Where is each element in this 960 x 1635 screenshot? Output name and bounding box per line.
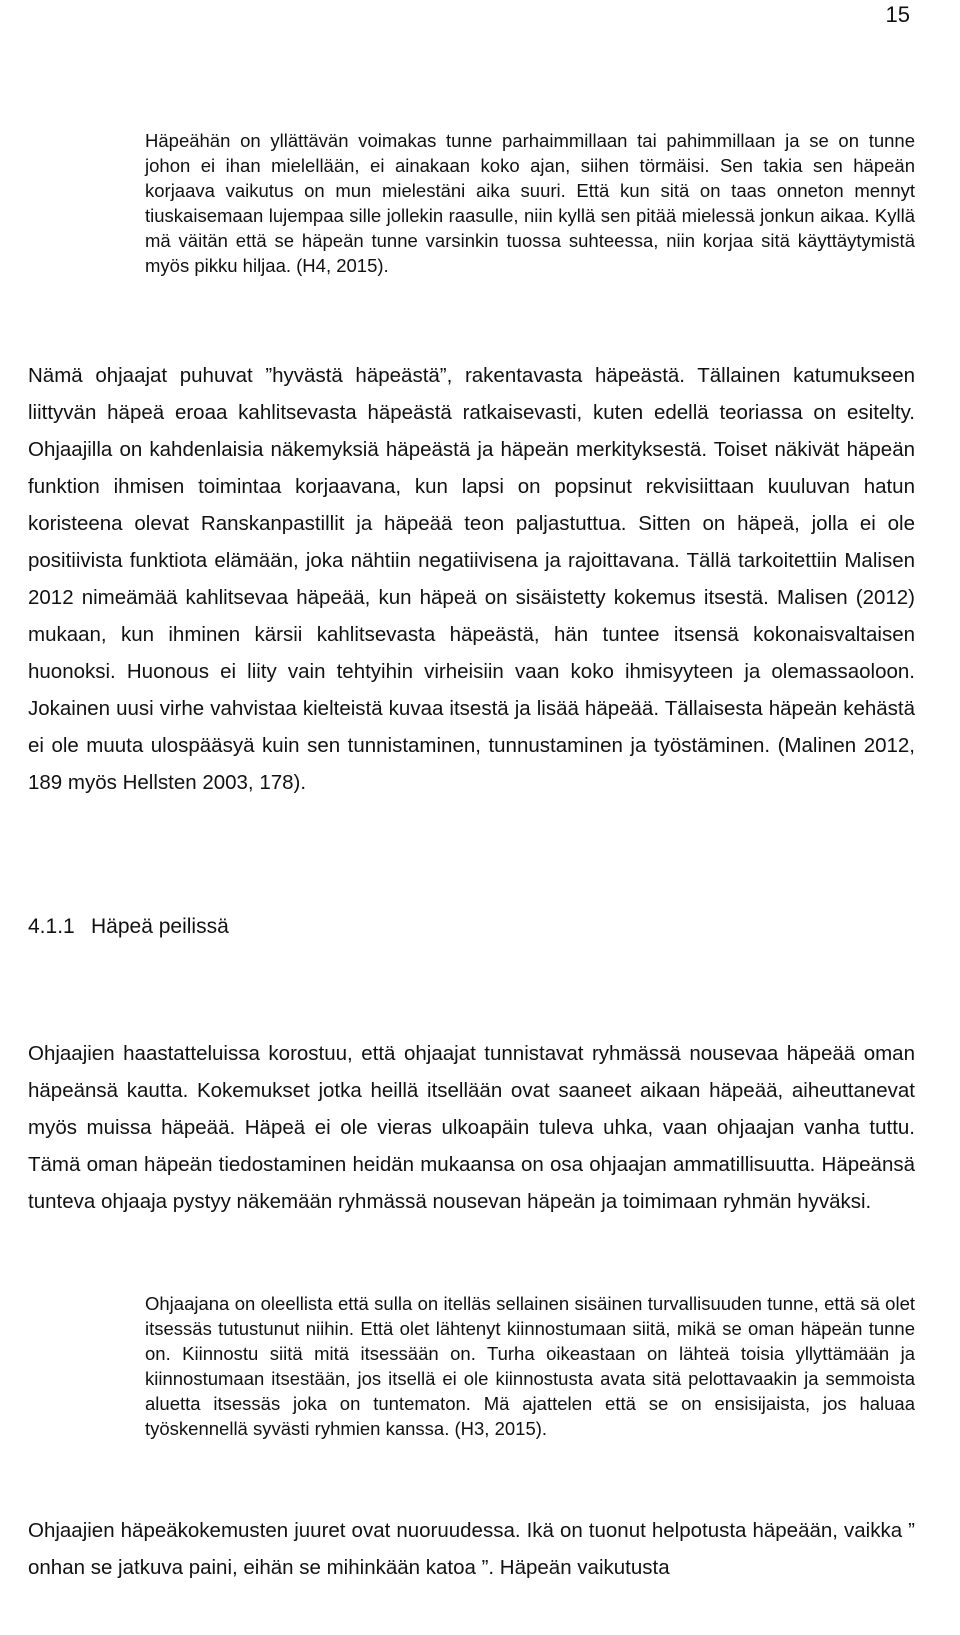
interview-quote: Ohjaajana on oleellista että sulla on itelläs sellainen sisäinen turvallisuuden tunne, että sä olet itsessäs tutustunut niihin. Että olet lähtenyt kiinnostumaan siitä, mikä se oman häpeän tunne on. Kiinnostu siitä mitä itsessään on. Turha oikeastaan on lähteä toisia yllyttämään ja kiinnostumaan itsestään, jos itsellä ei ole kiinnostusta avata sitä pelottavaakin ja semmoista aluetta itsessäs joka on tuntematon. Mä ajattelen että se on ensisijaista, jos haluaa työskennellä syvästi ryhmien kanssa. (H3, 2015). xyxy=(145,1293,915,1439)
interview-quote: Häpeähän on yllättävän voimakas tunne parhaimmillaan tai pahimmillaan ja se on tunne johon ei ihan mielellään, ei ainakaan koko ajan, siihen törmäisi. Sen takia sen häpeän korjaava vaikutus on mun mielestäni aika suuri. Että kun sitä on taas onneton mennyt tiuskaisemaan lujempaa sille jollekin raasulle, niin kyllä sen pitää mielessä jonkun aikaa. Kyllä mä väitän että se häpeän tunne varsinkin tuossa suhteessa, niin korjaa sitä käyttäytymistä myös pikku hiljaa. (H4, 2015). xyxy=(145,130,915,276)
body-paragraph: Nämä ohjaajat puhuvat ”hyvästä häpeästä”, rakentavasta häpeästä. Tällainen katumukseen liittyvän häpeä eroaa kahlitsevasta häpeästä ratkaisevasti, kuten edellä teoriassa on esitelty. Ohjaajilla on kahdenlaisia näkemyksiä häpeästä ja häpeän merkityksestä. Toiset näkivät häpeän funktion ihmisen toimintaa korjaavana, kun lapsi on popsinut rekvisiittaan kuuluvan hatun koristeena olevat Ranskanpastillit ja häpeää teon paljastuttua. Sitten on häpeä, jolla ei ole positiivista funktiota elämään, joka nähtiin negatiivisena ja rajoittavana. Tällä tarkoitettiin Malisen 2012 nimeämää kahlitsevaa häpeää, kun häpeä on sisäistetty kokemus itsestä. Malisen (2012) mukaan, kun ihminen kärsii kahlitsevasta häpeästä, hän tuntee itsensä kokonaisvaltaisen huonoksi. Huonous ei liity vain tehtyihin virheisiin vaan koko ihmisyyteen ja olemassaoloon. Jokainen uusi virhe vahvistaa kielteistä kuvaa itsestä ja lisää häpeää. Tällaisesta häpeän kehästä ei ole muuta ulospääsyä kuin sen tunnistaminen, tunnustaminen ja työstäminen. (Malinen 2012, 189 myös Hellsten 2003, 178). xyxy=(28,364,915,794)
section-heading xyxy=(28,915,229,939)
body-paragraph: Ohjaajien häpeäkokemusten juuret ovat nuoruudessa. Ikä on tuonut helpotusta häpeään, vaikka ” onhan se jatkuva paini, eihän se mihinkään katoa ”. Häpeän vaikutusta xyxy=(28,1519,915,1579)
body-paragraph: Ohjaajien haastatteluissa korostuu, että ohjaajat tunnistavat ryhmässä nousevaa häpeää oman häpeänsä kautta. Kokemukset jotka heillä itsellään ovat saaneet aikaan häpeää, aiheuttanevat myös muissa häpeää. Häpeä ei ole vieras ulkoapäin tuleva uhka, vaan ohjaajan vanha tuttu. Tämä oman häpeän tiedostaminen heidän mukaansa on osa ohjaajan ammatillisuutta. Häpeänsä tunteva ohjaaja pystyy näkemään ryhmässä nousevan häpeän ja toimimaan ryhmän hyväksi. xyxy=(28,1042,915,1213)
section-title: Häpeä peilissä xyxy=(91,915,229,938)
page-number: 15 xyxy=(885,2,910,27)
section-number: 4.1.1 xyxy=(28,915,75,938)
